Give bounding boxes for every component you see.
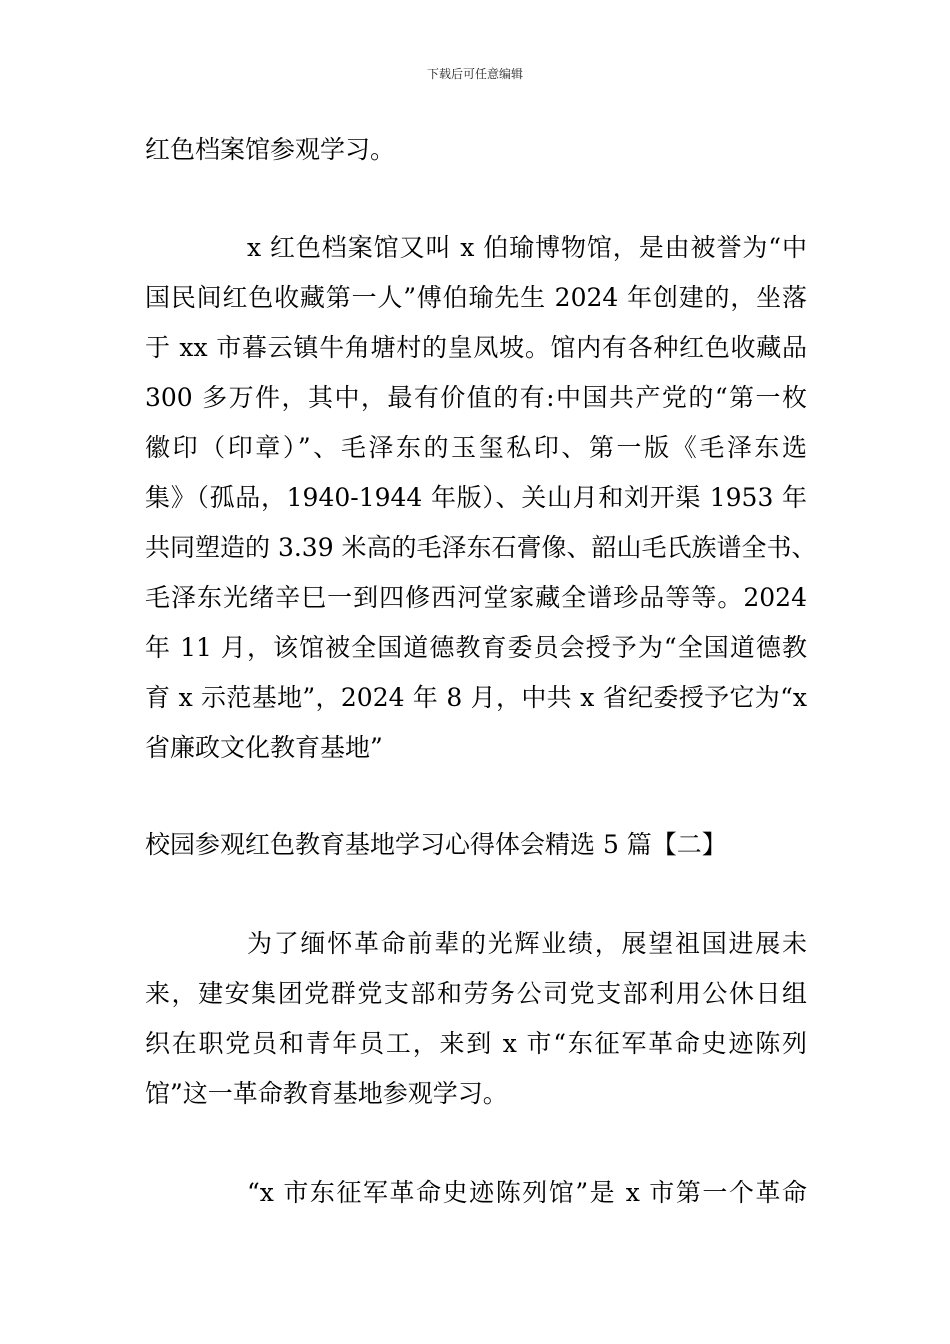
text-line: 毛泽东光绪辛巳一到四修西河堂家藏全谱珍品等等。2024 [145,583,807,612]
paragraph-first-line: x 红色档案馆又叫 x 伯瑜博物馆，是由被誉为“中 [247,233,807,262]
section-heading: 校园参观红色教育基地学习心得体会精选 5 篇【二】 [145,830,727,859]
text-line: 共同塑造的 3.39 米高的毛泽东石膏像、韶山毛氏族谱全书、 [145,533,817,562]
text-line: 馆”这一革命教育基地参观学习。 [145,1079,508,1108]
paragraph-first-line: “x 市东征军革命史迹陈列馆”是 x 市第一个革命 [247,1178,807,1207]
text-line: 来，建安集团党群党支部和劳务公司党支部利用公休日组 [145,979,807,1008]
text-line: 集》（孤品，1940-1944 年版）、关山月和刘开渠 1953 年 [145,483,807,512]
text-line: 徽印（印章）”、毛泽东的玉玺私印、第一版《毛泽东选 [145,433,807,462]
text-line: 于 xx 市暮云镇牛角塘村的皇凤坡。馆内有各种红色收藏品 [145,333,807,362]
page-header: 下载后可任意编辑 [426,67,523,81]
text-line: 国民间红色收藏第一人”傅伯瑜先生 2024 年创建的，坐落 [145,283,807,312]
text-line: 300 多万件，其中，最有价值的有:中国共产党的“第一枚 [145,383,807,412]
text-line: 年 11 月，该馆被全国道德教育委员会授予为“全国道德教 [145,633,807,662]
paragraph-first-line: 为了缅怀革命前辈的光辉业绩，展望祖国进展未 [247,929,807,958]
text-line: 育 x 示范基地”，2024 年 8 月，中共 x 省纪委授予它为“x [145,683,807,712]
text-line: 省廉政文化教育基地” [145,733,383,762]
text-line: 织在职党员和青年员工，来到 x 市“东征军革命史迹陈列 [145,1029,807,1058]
text-line: 红色档案馆参观学习。 [145,135,396,164]
